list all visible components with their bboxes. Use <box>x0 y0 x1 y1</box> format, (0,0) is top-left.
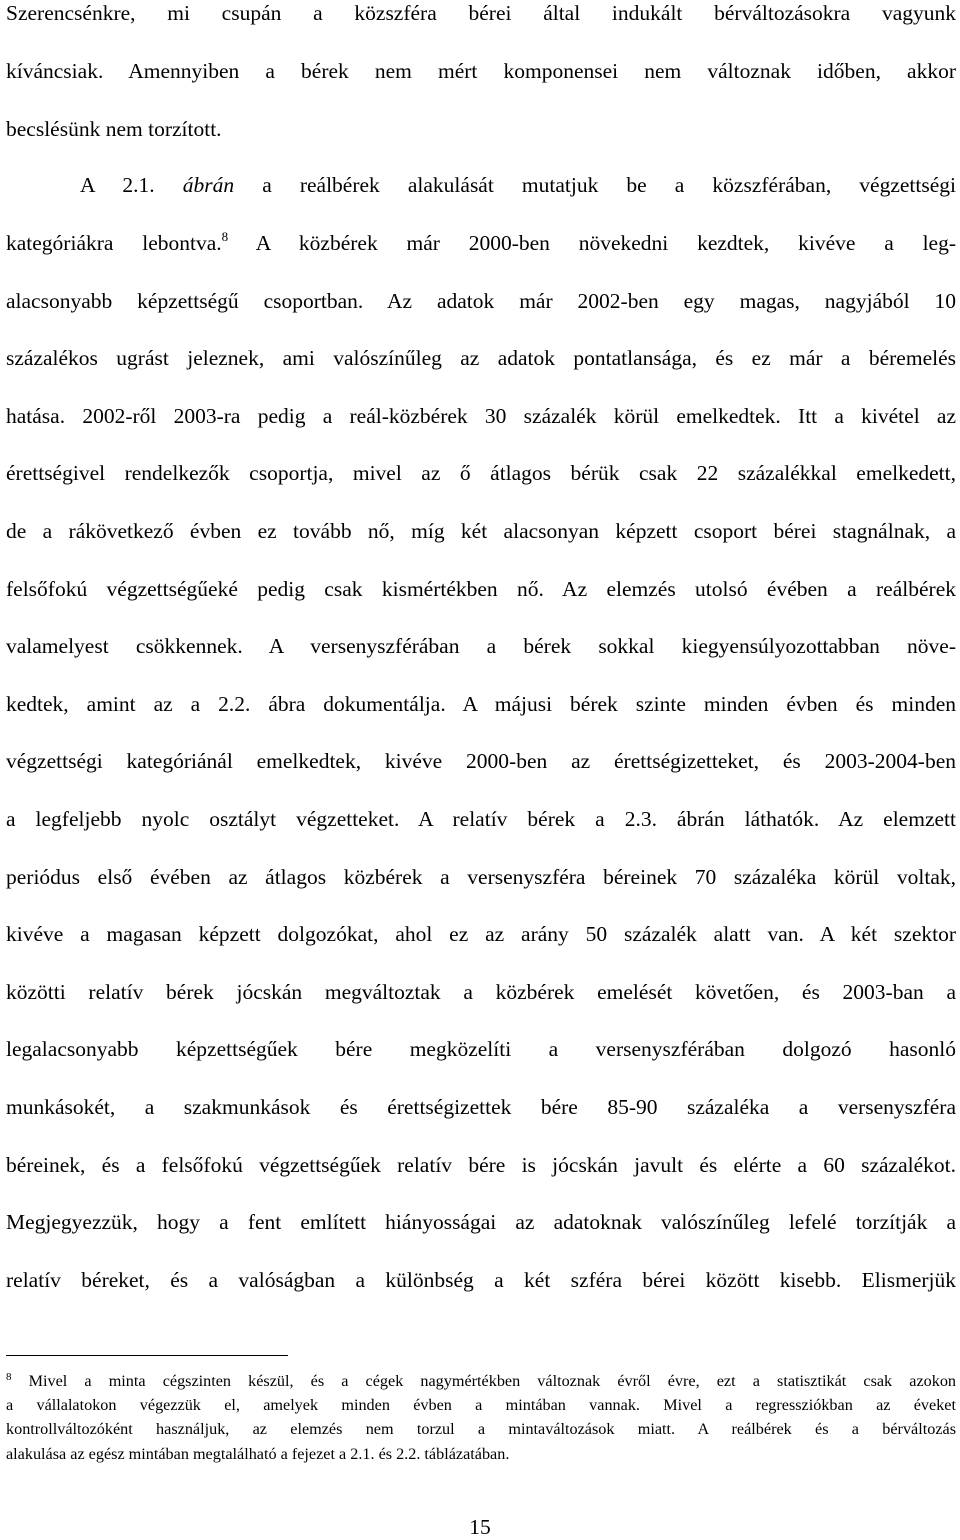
body-line-10: de a rákövetkező évben ez tovább nő, míg két alacsonyan képzett csoport bérei stagnálnak, a <box>6 519 956 543</box>
body-line-23: relatív béreket, és a valóságban a különbség a két szféra bérei között kisebb. Elismerjük <box>6 1268 956 1292</box>
line5-prefix: kategóriákra lebontva. <box>6 231 222 255</box>
body-line-21: béreinek, és a felsőfokú végzettségűek relatív bére is jócskán javult és elérte a 60 százalékot. <box>6 1153 956 1177</box>
body-line-11: felsőfokú végzettségűeké pedig csak kismértékben nő. Az elemzés utolsó évében a reálbérek <box>6 577 956 601</box>
page-number: 15 <box>469 1515 491 1539</box>
figure-reference-italic: ábrán <box>182 173 235 197</box>
body-line-14: végzettségi kategóriánál emelkedtek, kivéve 2000-ben az érettségizetteket, és 2003-2004-ben <box>6 749 956 773</box>
footnote-line-4: alakulása az egész mintában megtalálható a fejezet a 2.1. és 2.2. táblázatában. <box>6 1445 510 1463</box>
body-line-9: érettségivel rendelkezők csoportja, mivel az ő átlagos bérük csak 22 százalékkal emelkedett, <box>6 461 956 485</box>
footnote-mark: 8 <box>6 1371 12 1383</box>
body-line-22: Megjegyezzük, hogy a fent említett hiányosságai az adatoknak valószínűleg lefelé torzítják a <box>6 1210 956 1234</box>
body-line-15: a legfeljebb nyolc osztályt végzetteket. A relatív bérek a 2.3. ábrán láthatók. Az elemzett <box>6 807 956 831</box>
line4-prefix: A 2.1. <box>80 173 183 197</box>
body-line-13: kedtek, amint az a 2.2. ábra dokumentálja. A májusi bérek szinte minden évben és minden <box>6 692 956 716</box>
footnote-separator <box>6 1355 288 1356</box>
footnote-line-1 <box>6 1371 956 1391</box>
body-line-12: valamelyest csökkennek. A versenyszférában a bérek sokkal kiegyensúlyozottabban növe- <box>6 634 956 658</box>
line5-rest: A közbérek már 2000-ben növekedni kezdtek, kivéve a leg- <box>228 231 956 255</box>
footnote-line-3: kontrollváltozóként használjuk, az elemzés nem torzul a mintaváltozások miatt. A reálbérek és a bérváltozás <box>6 1420 956 1438</box>
body-line-5 <box>6 230 956 256</box>
body-line-17: kivéve a magasan képzett dolgozókat, ahol ez az arány 50 százalék alatt van. A két szektor <box>6 922 956 946</box>
body-line-4 <box>80 172 956 198</box>
body-line-16: periódus első évében az átlagos közbérek a versenyszféra béreinek 70 százaléka körül voltak, <box>6 865 956 889</box>
body-line-8: hatása. 2002-ről 2003-ra pedig a reál-közbérek 30 százalék körül emelkedtek. Itt a kivétel az <box>6 404 956 428</box>
body-line-20: munkásokét, a szakmunkások és érettségizettek bére 85-90 százaléka a versenyszféra <box>6 1095 956 1119</box>
body-line-7: százalékos ugrást jeleznek, ami valószínűleg az adatok pontatlansága, és ez már a béremelés <box>6 346 956 370</box>
body-line-3: becslésünk nem torzított. <box>6 117 222 141</box>
footnote-reference: 8 <box>221 229 229 244</box>
body-line-18: közötti relatív bérek jócskán megváltoztak a közbérek emelését követően, és 2003-ban a <box>6 980 956 1004</box>
body-line-19: legalacsonyabb képzettségűek bére megközelíti a versenyszférában dolgozó hasonló <box>6 1037 956 1061</box>
line4-rest: a reálbérek alakulását mutatjuk be a közszférában, végzettségi <box>234 173 956 197</box>
body-line-2: kíváncsiak. Amennyiben a bérek nem mért komponensei nem változnak időben, akkor <box>6 59 956 83</box>
body-line-1: Szerencsénkre, mi csupán a közszféra bérei által indukált bérváltozásokra vagyunk <box>6 1 956 25</box>
footnote-line-1-text: Mivel a minta cégszinten készül, és a cégek nagymértékben változnak évről évre, ezt a statisztikát csak azokon <box>28 1372 957 1390</box>
body-line-6: alacsonyabb képzettségű csoportban. Az adatok már 2002-ben egy magas, nagyjából 10 <box>6 289 956 313</box>
footnote-line-2: a vállalatokon végezzük el, amelyek minden évben a mintában vannak. Mivel a regressziókban az éveket <box>6 1396 956 1414</box>
